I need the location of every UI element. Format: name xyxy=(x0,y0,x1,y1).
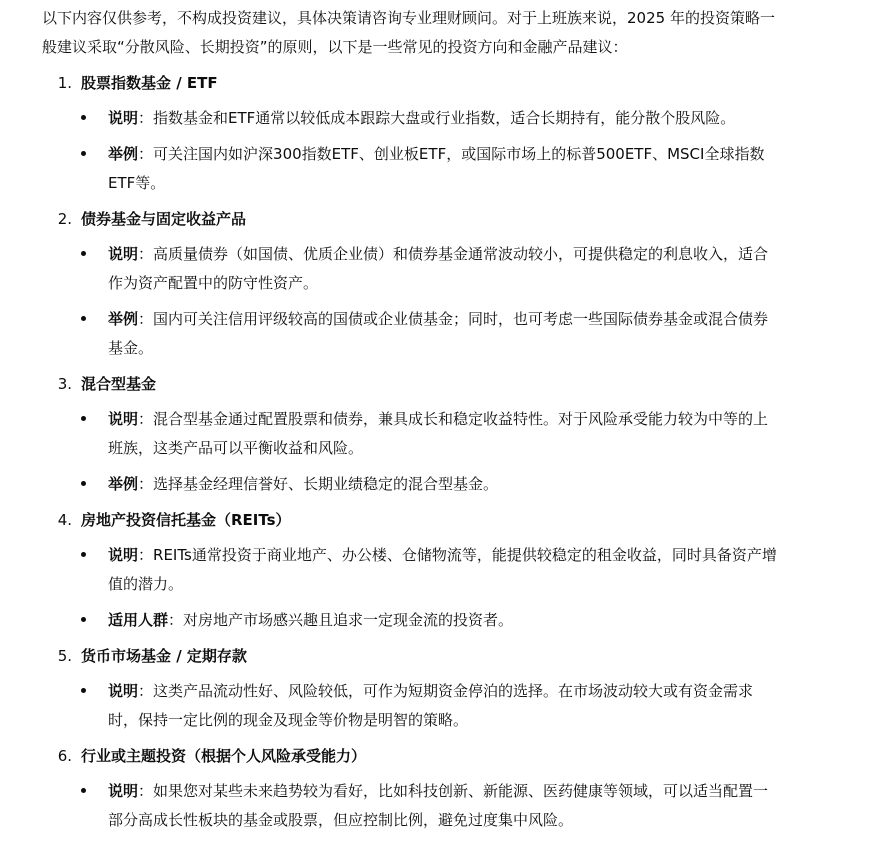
bullet-list xyxy=(40,541,852,635)
section-number: 2. xyxy=(57,210,72,228)
bullet-list xyxy=(40,777,852,835)
section-title: 混合型基金 xyxy=(81,375,157,393)
section-heading xyxy=(40,370,852,399)
item-separator: ： xyxy=(138,310,154,328)
list-item xyxy=(40,606,852,635)
item-separator: ： xyxy=(138,245,154,263)
list-item-text xyxy=(108,606,780,635)
list-item xyxy=(40,777,852,835)
item-description: 国内可关注信用评级较高的国债或企业债基金；同时，也可考虑一些国际债券基金或混合债券基金。 xyxy=(108,310,769,357)
bullet-dot-icon xyxy=(40,405,108,463)
item-description: 选择基金经理信誉好、长期业绩稳定的混合型基金。 xyxy=(153,475,499,493)
section-heading xyxy=(40,205,852,234)
list-item xyxy=(40,541,852,599)
item-separator: ： xyxy=(138,109,154,127)
item-key: 适用人群 xyxy=(108,611,169,629)
list-item xyxy=(40,140,852,198)
item-separator: ： xyxy=(138,546,154,564)
item-separator: ： xyxy=(138,782,154,800)
item-separator: ： xyxy=(138,682,154,700)
item-separator: ： xyxy=(168,611,184,629)
bullet-dot-icon xyxy=(40,541,108,599)
list-item-text xyxy=(108,777,780,835)
list-item xyxy=(40,104,852,133)
item-description: 如果您对某些未来趋势较为看好，比如科技创新、新能源、医药健康等领域，可以适当配置一部分高成长性板块的基金或股票，但应控制比例，避免过度集中风险。 xyxy=(108,782,769,829)
section-number: 6. xyxy=(57,747,72,765)
bullet-dot-icon xyxy=(40,777,108,835)
list-item-text xyxy=(108,240,780,298)
list-section xyxy=(40,742,852,835)
item-description: 指数基金和ETF通常以较低成本跟踪大盘或行业指数，适合长期持有，能分散个股风险。 xyxy=(153,109,736,127)
list-section xyxy=(40,205,852,363)
section-number: 4. xyxy=(57,511,72,529)
section-title: 房地产投资信托基金（REITs） xyxy=(81,511,291,529)
list-item-text xyxy=(108,677,780,735)
item-description: 这类产品流动性好、风险较低，可作为短期资金停泊的选择。在市场波动较大或有资金需求时，保持一定比例的现金及现金等价物是明智的策略。 xyxy=(108,682,754,729)
item-key: 说明 xyxy=(108,109,139,127)
item-description: 对房地产市场感兴趣且追求一定现金流的投资者。 xyxy=(183,611,514,629)
item-description: 可关注国内如沪深300指数ETF、创业板ETF，或国际市场上的标普500ETF、MSCI全球指数ETF等。 xyxy=(108,145,765,192)
bullet-dot-icon xyxy=(40,140,108,198)
item-key: 举例 xyxy=(108,310,139,328)
list-item xyxy=(40,677,852,735)
item-key: 说明 xyxy=(108,410,139,428)
item-key: 举例 xyxy=(108,475,139,493)
section-list xyxy=(40,69,852,835)
section-heading xyxy=(40,506,852,535)
bullet-dot-icon xyxy=(40,305,108,363)
bullet-dot-icon xyxy=(40,104,108,133)
list-section xyxy=(40,642,852,735)
list-item-text xyxy=(108,541,780,599)
intro-paragraph: 以下内容仅供参考，不构成投资建议，具体决策请咨询专业理财顾问。对于上班族来说，2025 年的投资策略一般建议采取“分散风险、长期投资”的原则，以下是一些常见的投资方向和金融产品建议： xyxy=(42,9,775,56)
item-key: 说明 xyxy=(108,782,139,800)
list-item-text xyxy=(108,470,780,499)
section-title: 货币市场基金 / 定期存款 xyxy=(81,647,247,665)
list-section xyxy=(40,69,852,198)
section-title: 行业或主题投资（根据个人风险承受能力） xyxy=(81,747,367,765)
item-separator: ： xyxy=(138,410,154,428)
item-description: 高质量债券（如国债、优质企业债）和债券基金通常波动较小，可提供稳定的利息收入，适合作为资产配置中的防守性资产。 xyxy=(108,245,769,292)
bullet-dot-icon xyxy=(40,677,108,735)
list-item xyxy=(40,305,852,363)
item-description: 混合型基金通过配置股票和债券，兼具成长和稳定收益特性。对于风险承受能力较为中等的上班族，这类产品可以平衡收益和风险。 xyxy=(108,410,769,457)
section-title: 股票指数基金 / ETF xyxy=(81,74,218,92)
list-item xyxy=(40,240,852,298)
bullet-dot-icon xyxy=(40,240,108,298)
list-item xyxy=(40,405,852,463)
bullet-dot-icon xyxy=(40,470,108,499)
item-description: REITs通常投资于商业地产、办公楼、仓储物流等，能提供较稳定的租金收益，同时具备资产增值的潜力。 xyxy=(108,546,777,593)
list-item-text xyxy=(108,305,780,363)
item-key: 说明 xyxy=(108,682,139,700)
item-separator: ： xyxy=(138,145,154,163)
section-number: 1. xyxy=(57,74,72,92)
item-key: 说明 xyxy=(108,245,139,263)
bullet-list xyxy=(40,104,852,198)
list-item xyxy=(40,470,852,499)
item-separator: ： xyxy=(138,475,154,493)
section-heading xyxy=(40,69,852,98)
bullet-list xyxy=(40,240,852,363)
item-key: 举例 xyxy=(108,145,139,163)
list-item-text xyxy=(108,140,780,198)
list-item-text xyxy=(108,104,780,133)
section-heading xyxy=(40,742,852,771)
section-number: 5. xyxy=(57,647,72,665)
bullet-dot-icon xyxy=(40,606,108,635)
list-item-text xyxy=(108,405,780,463)
section-heading xyxy=(40,642,852,671)
section-number: 3. xyxy=(57,375,72,393)
bullet-list xyxy=(40,677,852,735)
bullet-list xyxy=(40,405,852,499)
list-section xyxy=(40,506,852,635)
list-section xyxy=(40,370,852,499)
section-title: 债券基金与固定收益产品 xyxy=(81,210,247,228)
item-key: 说明 xyxy=(108,546,139,564)
